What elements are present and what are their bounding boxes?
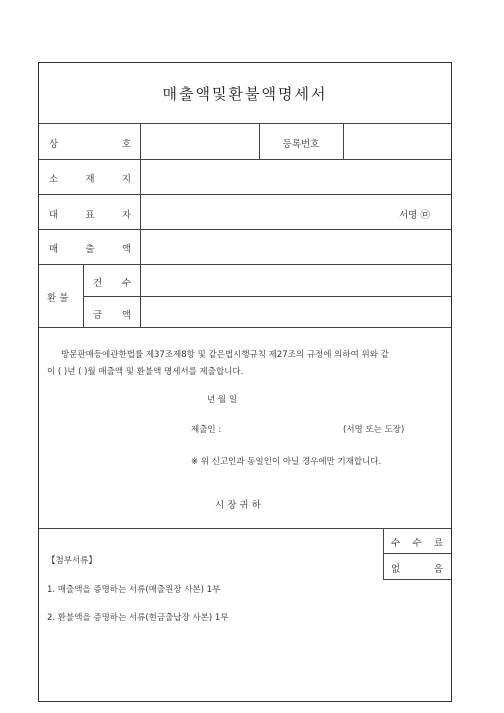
signature-mark: 서명 ㉤ (399, 210, 430, 221)
sales-refund-statement-form (38, 62, 452, 702)
label-refund: 환 불 (47, 293, 69, 304)
statement-line-2: 이 ( )년 ( )월 매출액 및 환불액 명세서를 제출합니다. (47, 367, 244, 377)
divider (259, 123, 260, 159)
representative-field[interactable] (141, 195, 391, 228)
divider (39, 528, 451, 529)
fee-label: 수 수 료 (391, 538, 443, 549)
address-field[interactable] (141, 160, 450, 193)
divider (383, 553, 451, 554)
statement-line-1: 방문판매등에관한법률 제37조제8항 및 같은법시행규칙 제27조의 규정에 의하여 위와 같 (61, 350, 389, 360)
registration-no-field[interactable] (344, 124, 450, 158)
divider (383, 579, 451, 580)
company-name-field[interactable] (141, 124, 258, 158)
refund-count-field[interactable] (141, 265, 450, 295)
fee-value: 없 음 (391, 564, 443, 575)
sales-amount-field[interactable] (141, 230, 450, 263)
divider (39, 327, 451, 328)
submitter-label: 제출인 : (191, 425, 222, 435)
submitter-sign: (서명 또는 도장) (343, 425, 405, 435)
date-line: 년 월 일 (207, 395, 238, 405)
divider (83, 264, 84, 327)
form-title: 매출액및환불액명세서 (162, 85, 328, 103)
label-sales-amount: 매 출 액 (49, 244, 131, 255)
label-amount: 금 액 (93, 310, 131, 321)
attachments-title: 【첨부서류】 (47, 556, 97, 566)
attachment-item: 1. 매출액을 증명하는 서류(매출원장 사본) 1부 (47, 585, 221, 595)
label-count: 건 수 (93, 278, 131, 289)
label-company-name: 상 호 (49, 139, 131, 150)
addressee: 시 장 귀 하 (215, 500, 261, 511)
label-registration-no: 등 록 번 호 (282, 139, 320, 150)
label-representative: 대 표 자 (49, 210, 131, 221)
label-address: 소 재 지 (49, 174, 131, 185)
refund-amount-field[interactable] (141, 297, 450, 326)
note-text: ※ 위 신고인과 동일인이 아닐 경우에만 기재합니다. (191, 457, 382, 467)
divider (383, 528, 384, 579)
attachment-item: 2. 환불액을 증명하는 서류(현금출납장 사본) 1부 (47, 613, 229, 623)
